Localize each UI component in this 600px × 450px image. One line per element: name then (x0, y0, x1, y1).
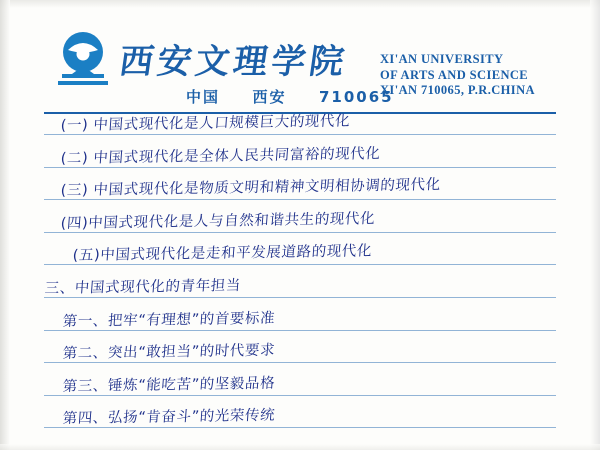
school-name-chinese: 西安文理学院 (116, 42, 351, 82)
handwritten-line: (二) 中国式现代化是全体人民共同富裕的现代化 (60, 145, 381, 167)
handwritten-line: 第三、锤炼“能吃苦”的坚毅品格 (62, 375, 276, 395)
english-line-3: XI'AN 710065, P.R.CHINA (380, 83, 535, 97)
handwritten-line: 第一、把牢“有理想”的首要标准 (62, 310, 276, 330)
handwritten-line: (五)中国式现代化是走和平发展道路的现代化 (72, 243, 373, 265)
handwritten-line: (四)中国式现代化是人与自然和谐共生的现代化 (60, 210, 376, 232)
handwritten-line: (一) 中国式现代化是人口规模巨大的现代化 (60, 113, 351, 134)
english-line-1: XI'AN UNIVERSITY (380, 52, 504, 66)
country-label: 中国 (186, 88, 221, 106)
ruled-line (44, 297, 556, 298)
postcode-label: 710065 (318, 88, 394, 106)
ruled-line (44, 134, 556, 135)
handwritten-line: 第四、弘扬“肯奋斗”的光荣传统 (62, 408, 276, 428)
school-name-english (380, 52, 535, 99)
school-address-chinese (186, 86, 394, 107)
english-line-2: OF ARTS AND SCIENCE (380, 67, 529, 82)
ruled-line (44, 427, 556, 428)
ruled-line (44, 199, 556, 200)
handwritten-line: (三) 中国式现代化是物质文明和精神文明相协调的现代化 (60, 177, 442, 200)
university-logo-icon (52, 30, 114, 92)
ruled-writing-area (0, 112, 600, 450)
paper-edge-top (0, 0, 600, 8)
city-label: 西安 (252, 88, 287, 106)
handwritten-line: 第二、突出“敢担当”的时代要求 (62, 342, 276, 363)
handwritten-line: 三、中国式现代化的青年担当 (44, 277, 242, 297)
ruled-line (44, 362, 556, 363)
ruled-line (44, 264, 556, 265)
letterhead (0, 8, 600, 112)
